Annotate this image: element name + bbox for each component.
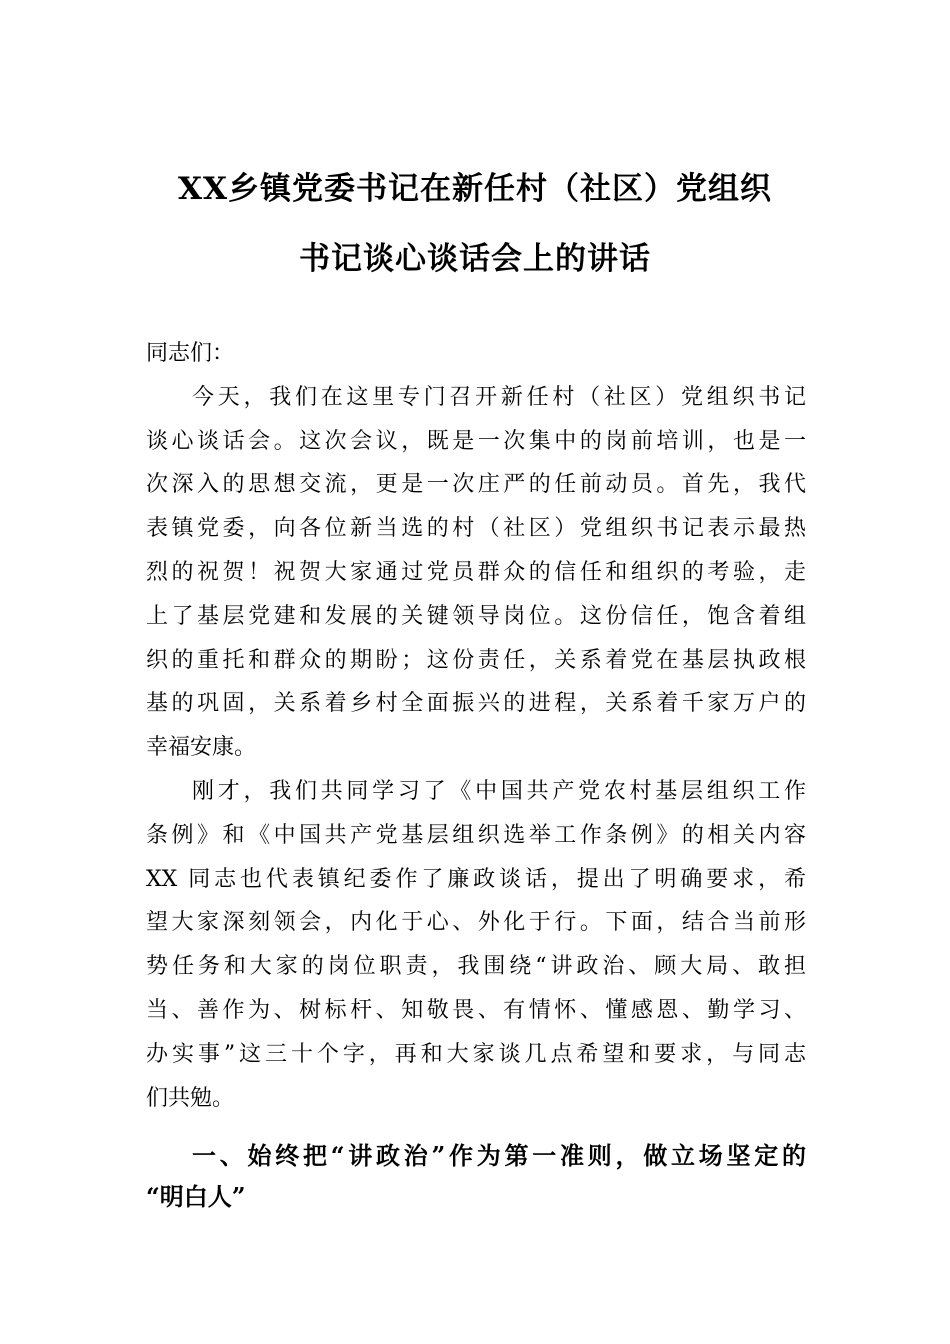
paragraph-line: 谈心谈话会。这次会议，既是一次集中的岗前培训，也是一 <box>146 428 806 454</box>
paragraph-line: 织的重托和群众的期盼；这份责任，关系着党在基层执政根 <box>146 647 806 673</box>
document-title-line-1: XX乡镇党委书记在新任村（社区）党组织 <box>177 171 773 207</box>
salutation: 同志们： <box>146 341 235 366</box>
paragraph-line: 烈的祝贺！祝贺大家通过党员群众的信任和组织的考验，走 <box>146 559 806 585</box>
paragraph-line: 势任务和大家的岗位职责，我围绕“讲政治、顾大局、敢担 <box>146 954 806 980</box>
paragraph-line: 今天，我们在这里专门召开新任村（社区）党组织书记 <box>192 384 806 410</box>
paragraph-line: XX 同志也代表镇纪委作了廉政谈话，提出了明确要求，希 <box>146 866 806 892</box>
paragraph-line: 望大家深刻领会，内化于心、外化于行。下面，结合当前形 <box>146 910 806 936</box>
paragraph-line: 当、善作为、树标杆、知敬畏、有情怀、懂感恩、勤学习、 <box>146 997 806 1023</box>
document-title-line-2: 书记谈心谈话会上的讲话 <box>299 241 651 277</box>
paragraph-line: 刚才，我们共同学习了《中国共产党农村基层组织工作 <box>192 778 806 804</box>
heading-line: 一、始终把“讲政治”作为第一准则，做立场坚定的 <box>192 1141 806 1170</box>
paragraph-line: 条例》和《中国共产党基层组织选举工作条例》的相关内容 <box>146 822 806 848</box>
section-heading-1 <box>146 1135 806 1217</box>
paragraph <box>146 376 806 770</box>
paragraph-line: 办实事”这三十个字，再和大家谈几点希望和要求，与同志 <box>146 1041 806 1067</box>
document-body <box>146 332 806 1120</box>
heading-line: “明白人” <box>146 1182 246 1211</box>
paragraph <box>146 770 806 1120</box>
paragraph-line: 次深入的思想交流，更是一次庄严的任前动员。首先，我代 <box>146 472 806 498</box>
paragraph-line: 表镇党委，向各位新当选的村（社区）党组织书记表示最热 <box>146 516 806 542</box>
paragraph-line: 上了基层党建和发展的关键领导岗位。这份信任，饱含着组 <box>146 603 806 629</box>
paragraph-line: 幸福安康。 <box>146 735 257 761</box>
paragraph-line: 们共勉。 <box>146 1085 235 1111</box>
paragraph-line: 基的巩固，关系着乡村全面振兴的进程，关系着千家万户的 <box>146 691 806 717</box>
